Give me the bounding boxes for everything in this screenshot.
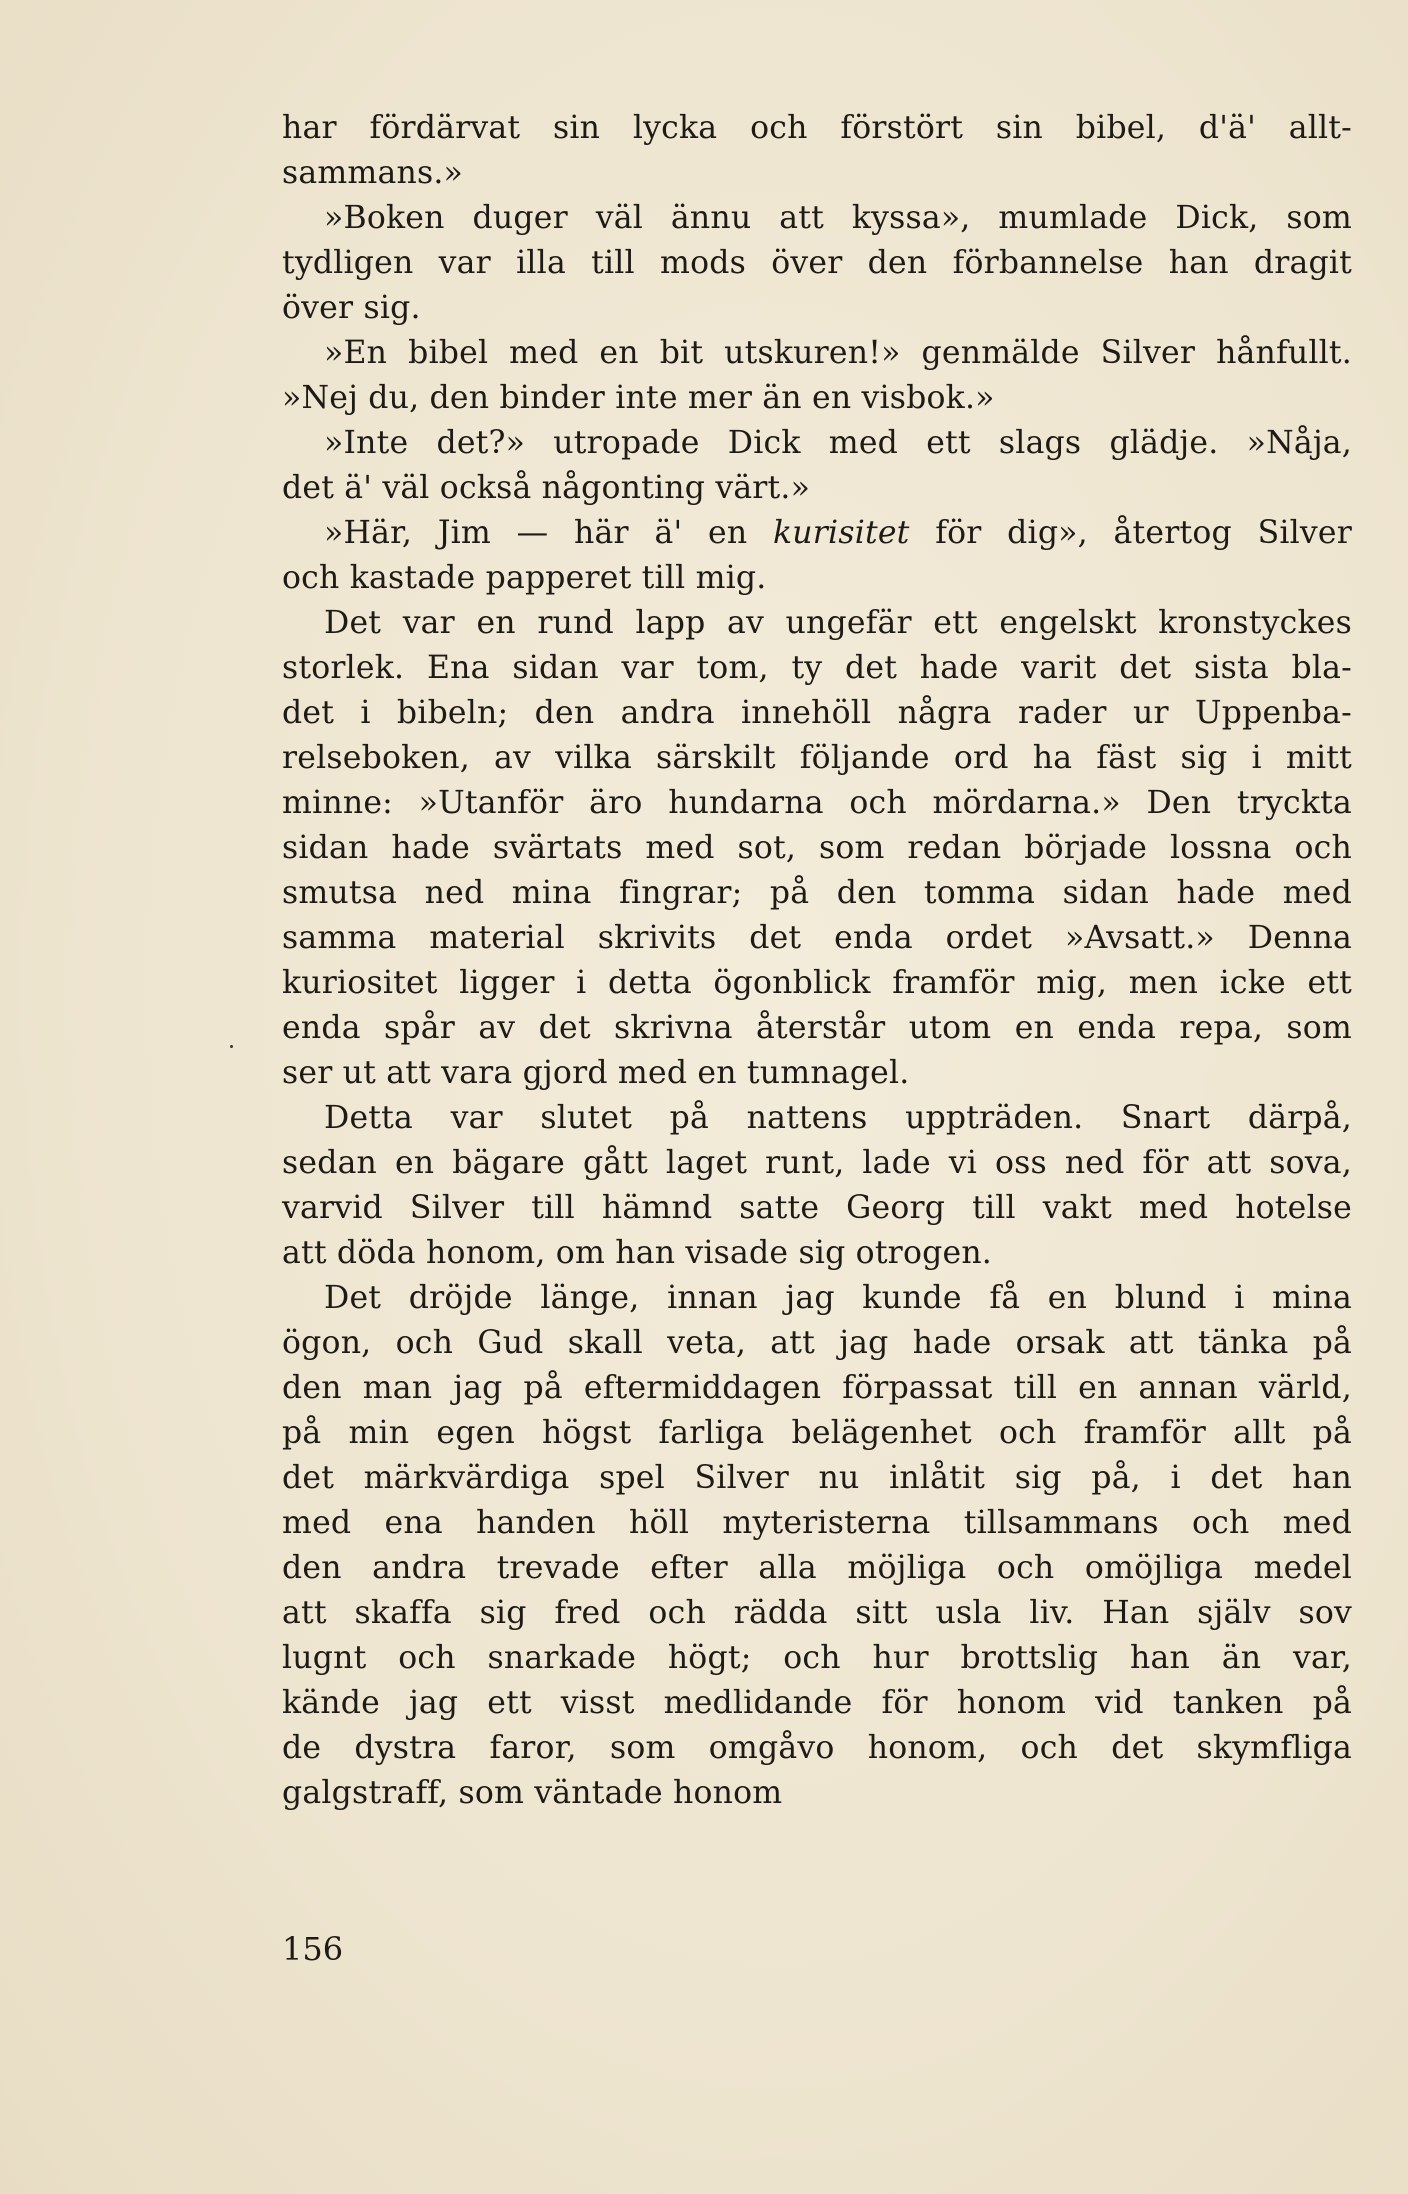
text-line: galgstraff, som väntade honom [282,1775,783,1811]
text-line: kuriositet ligger i detta ögonblick framför mig, men icke ett [282,965,1352,1001]
text-line: relseboken, av vilka särskilt följande ord ha fäst sig i mitt [282,740,1352,776]
text-line: lugnt och snarkade högt; och hur brottslig han än var, [282,1640,1352,1676]
italic-word: kurisitet [773,515,910,551]
text-line: med ena handen höll myteristerna tillsammans och med [282,1505,1352,1541]
text-line: att skaffa sig fred och rädda sitt usla liv. Han själv sov [282,1595,1352,1631]
text-line: Det dröjde länge, innan jag kunde få en blund i mina [324,1280,1352,1316]
text-line: Det var en rund lapp av ungefär ett engelskt kronstyckes [324,605,1352,641]
body-text [282,106,1352,1816]
text-segment: för dig», återtog Silver [909,515,1352,551]
text-line: sedan en bägare gått laget runt, lade vi oss ned för att sova, [282,1145,1352,1181]
text-line: den andra trevade efter alla möjliga och omöjliga medel [282,1550,1352,1586]
text-line: storlek. Ena sidan var tom, ty det hade varit det sista bla- [282,650,1352,686]
text-line: och kastade papperet till mig. [282,560,767,596]
text-line: att döda honom, om han visade sig otrogen. [282,1235,993,1271]
text-line: smutsa ned mina fingrar; på den tomma sidan hade med [282,875,1352,911]
text-line: sammans.» [282,155,464,191]
text-line: det ä' väl också någonting värt.» [282,470,811,506]
text-line: på min egen högst farliga belägenhet och framför allt på [282,1415,1352,1451]
text-line: det märkvärdiga spel Silver nu inlåtit sig på, i det han [282,1460,1352,1496]
text-line: tydligen var illa till mods över den förbannelse han dragit [282,245,1352,281]
page-number: 156 [282,1930,344,1968]
text-line: »En bibel med en bit utskuren!» genmälde Silver hånfullt. [324,335,1352,371]
text-line: samma material skrivits det enda ordet »Avsatt.» Denna [282,920,1352,956]
text-line: minne: »Utanför äro hundarna och mördarna.» Den tryckta [282,785,1352,821]
text-line: »Inte det?» utropade Dick med ett slags glädje. »Nåja, [324,425,1352,461]
text-segment: »Här, Jim — här ä' en [324,515,774,551]
text-line: ögon, och Gud skall veta, att jag hade orsak att tänka på [282,1325,1352,1361]
text-line: ser ut att vara gjord med en tumnagel. [282,1055,910,1091]
text-line: varvid Silver till hämnd satte Georg till vakt med hotelse [282,1190,1352,1226]
text-line: enda spår av det skrivna återstår utom en enda repa, som [282,1010,1352,1046]
text-line: Detta var slutet på nattens uppträden. Snart därpå, [324,1100,1352,1136]
text-line: »Boken duger väl ännu att kyssa», mumlade Dick, som [324,200,1352,236]
text-line: »Nej du, den binder inte mer än en visbok.» [282,380,995,416]
text-line: har fördärvat sin lycka och förstört sin bibel, d'ä' allt- [282,110,1352,146]
text-line: över sig. [282,290,421,326]
text-line: den man jag på eftermiddagen förpassat till en annan värld, [282,1370,1352,1406]
text-line [282,511,1352,556]
margin-mark [230,1045,233,1048]
text-line: de dystra faror, som omgåvo honom, och det skymfliga [282,1730,1352,1766]
text-line: sidan hade svärtats med sot, som redan började lossna och [282,830,1352,866]
text-line: kände jag ett visst medlidande för honom vid tanken på [282,1685,1352,1721]
text-line: det i bibeln; den andra innehöll några rader ur Uppenba- [282,695,1352,731]
